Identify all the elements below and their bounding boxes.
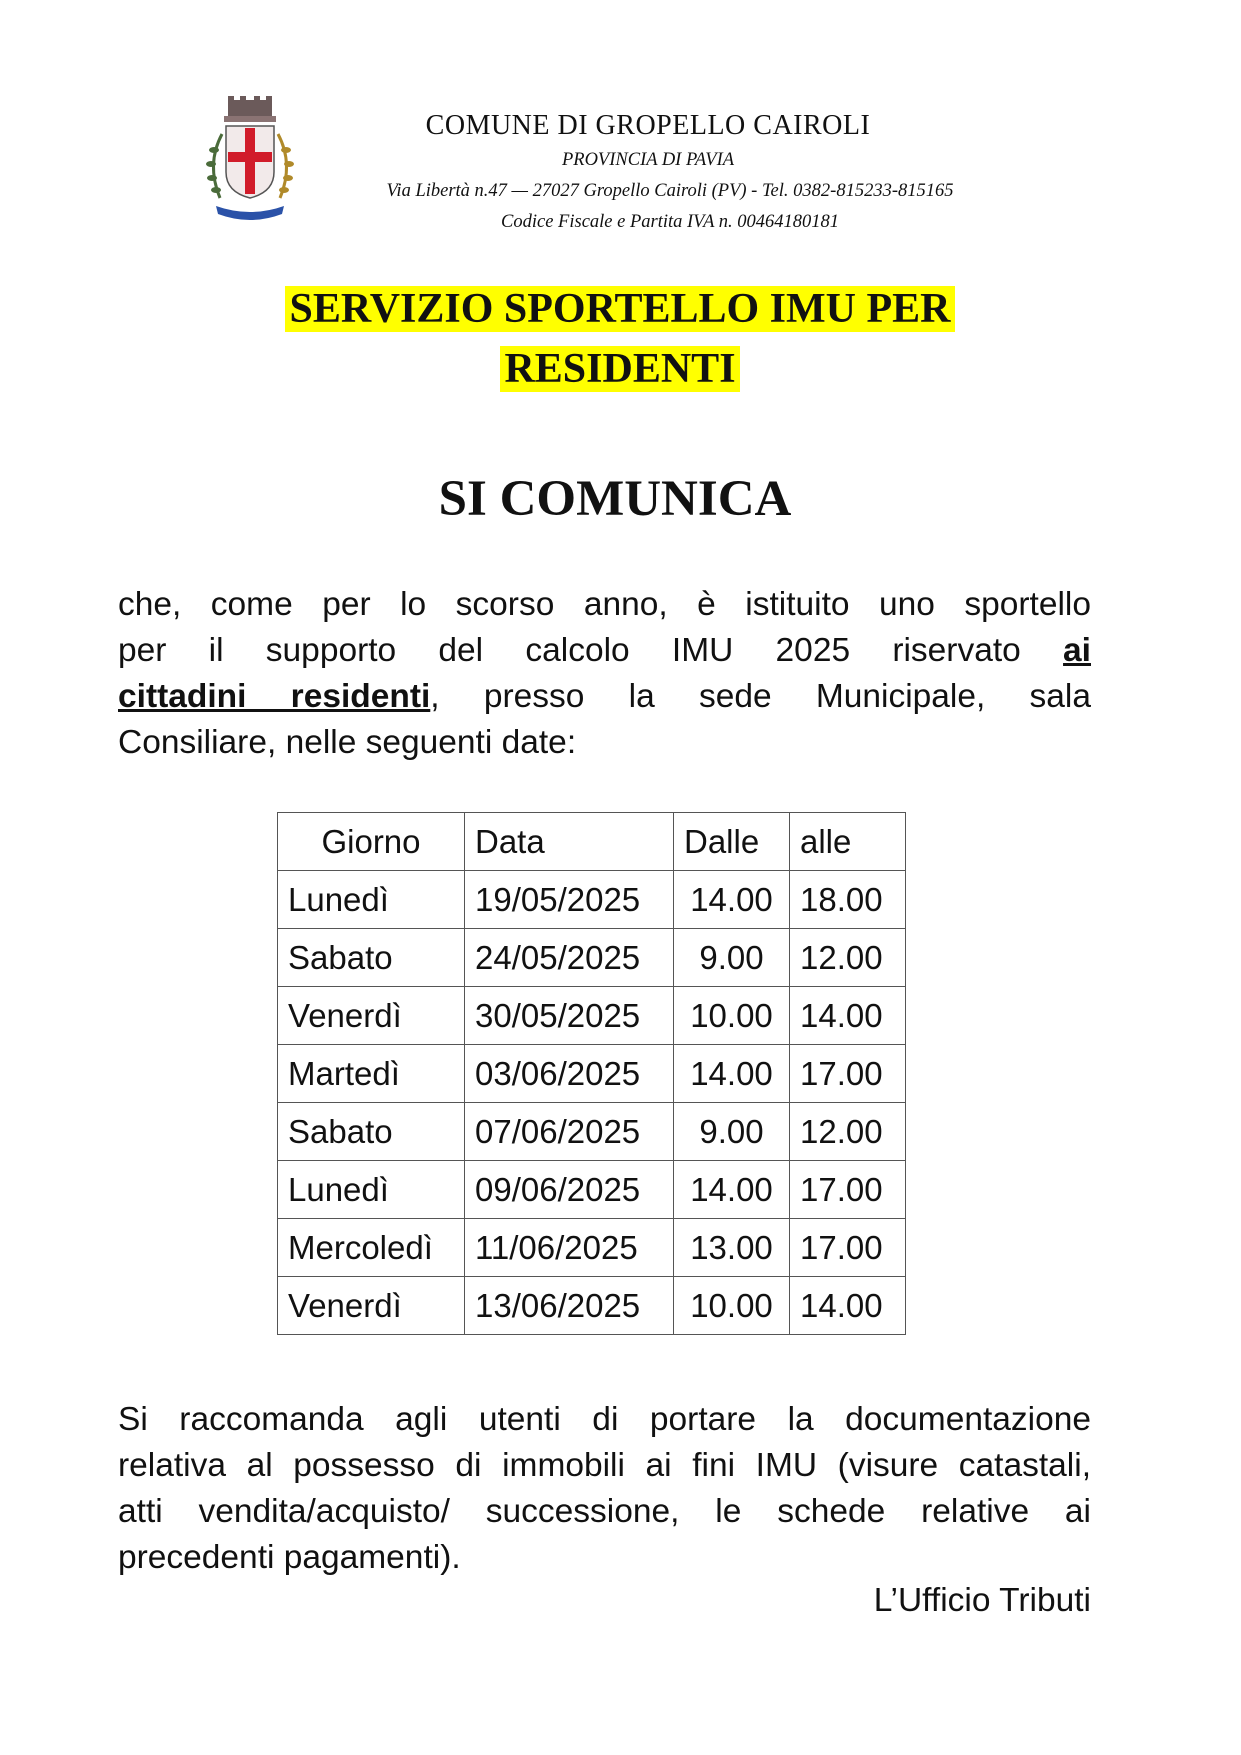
headline-line-2	[150, 343, 1090, 395]
cell-to: 12.00	[790, 1103, 906, 1161]
cell-to: 18.00	[790, 871, 906, 929]
cell-day: Sabato	[278, 1103, 465, 1161]
cell-to: 17.00	[790, 1045, 906, 1103]
cell-date: 09/06/2025	[465, 1161, 674, 1219]
cell-from: 10.00	[674, 1277, 790, 1335]
cell-to: 17.00	[790, 1219, 906, 1277]
cell-day: Martedì	[278, 1045, 465, 1103]
cell-date: 13/06/2025	[465, 1277, 674, 1335]
cell-from: 13.00	[674, 1219, 790, 1277]
headline-line-1	[150, 283, 1090, 335]
cell-to: 17.00	[790, 1161, 906, 1219]
table-row	[278, 1103, 906, 1161]
cell-from: 9.00	[674, 929, 790, 987]
cell-day: Venerdì	[278, 987, 465, 1045]
table-row	[278, 1045, 906, 1103]
cell-to: 14.00	[790, 987, 906, 1045]
header-dalle: Dalle	[674, 813, 790, 871]
recommendation-line-3: atti vendita/acquisto/ successione, le schede relative ai	[118, 1493, 1091, 1530]
table-row	[278, 871, 906, 929]
headline-text-1: SERVIZIO SPORTELLO IMU PER	[285, 286, 954, 332]
cell-day: Lunedì	[278, 1161, 465, 1219]
cell-date: 07/06/2025	[465, 1103, 674, 1161]
cell-from: 14.00	[674, 871, 790, 929]
intro-line-3-underlined: cittadini residenti	[118, 678, 431, 715]
cell-from: 14.00	[674, 1161, 790, 1219]
intro-line-4: Consiliare, nelle seguenti date:	[118, 724, 577, 761]
comune-name: COMUNE DI GROPELLO CAIROLI	[425, 110, 871, 141]
intro-line-2	[118, 628, 1091, 674]
schedule-table	[277, 812, 906, 1335]
cell-date: 19/05/2025	[465, 871, 674, 929]
address-line: Via Libertà n.47 — 27027 Gropello Cairoli (PV) - Tel. 0382-815233-815165	[386, 181, 954, 201]
cell-day: Lunedì	[278, 871, 465, 929]
table-header-row	[278, 813, 906, 871]
recommendation-line-1: Si raccomanda agli utenti di portare la documentazione	[118, 1401, 1091, 1438]
headline-text-2: RESIDENTI	[500, 346, 739, 392]
cell-day: Mercoledì	[278, 1219, 465, 1277]
intro-line-1: che, come per lo scorso anno, è istituito uno sportello	[118, 586, 1091, 623]
header-alle: alle	[790, 813, 906, 871]
cell-to: 14.00	[790, 1277, 906, 1335]
intro-line-3-text: , presso la sede Municipale, sala	[430, 678, 1091, 715]
cell-to: 12.00	[790, 929, 906, 987]
intro-line-3	[118, 674, 1091, 720]
cell-date: 03/06/2025	[465, 1045, 674, 1103]
table-row	[278, 929, 906, 987]
recommendation-line-2: relativa al possesso di immobili ai fini IMU (visure catastali,	[118, 1447, 1091, 1484]
municipal-crest-icon	[198, 94, 302, 230]
cell-from: 10.00	[674, 987, 790, 1045]
table-row	[278, 1277, 906, 1335]
cell-day: Venerdì	[278, 1277, 465, 1335]
intro-paragraph	[118, 582, 1091, 766]
table-row	[278, 987, 906, 1045]
header-data: Data	[465, 813, 674, 871]
intro-line-2-text: per il supporto del calcolo IMU 2025 riservato	[118, 632, 1021, 669]
header-giorno: Giorno	[278, 813, 465, 871]
cell-from: 9.00	[674, 1103, 790, 1161]
announcement-heading: SI COMUNICA	[438, 471, 792, 527]
recommendation-line-4: precedenti pagamenti).	[118, 1539, 461, 1576]
cell-date: 30/05/2025	[465, 987, 674, 1045]
recommendation-paragraph	[118, 1397, 1091, 1581]
cell-date: 24/05/2025	[465, 929, 674, 987]
cell-day: Sabato	[278, 929, 465, 987]
intro-line-2-underlined: ai	[1063, 632, 1091, 669]
table-row	[278, 1219, 906, 1277]
cell-date: 11/06/2025	[465, 1219, 674, 1277]
tax-code-line: Codice Fiscale e Partita IVA n. 00464180181	[501, 212, 839, 232]
cell-from: 14.00	[674, 1045, 790, 1103]
provincia: PROVINCIA DI PAVIA	[561, 150, 735, 170]
signature: L’Ufficio Tributi	[873, 1582, 1091, 1619]
table-row	[278, 1161, 906, 1219]
